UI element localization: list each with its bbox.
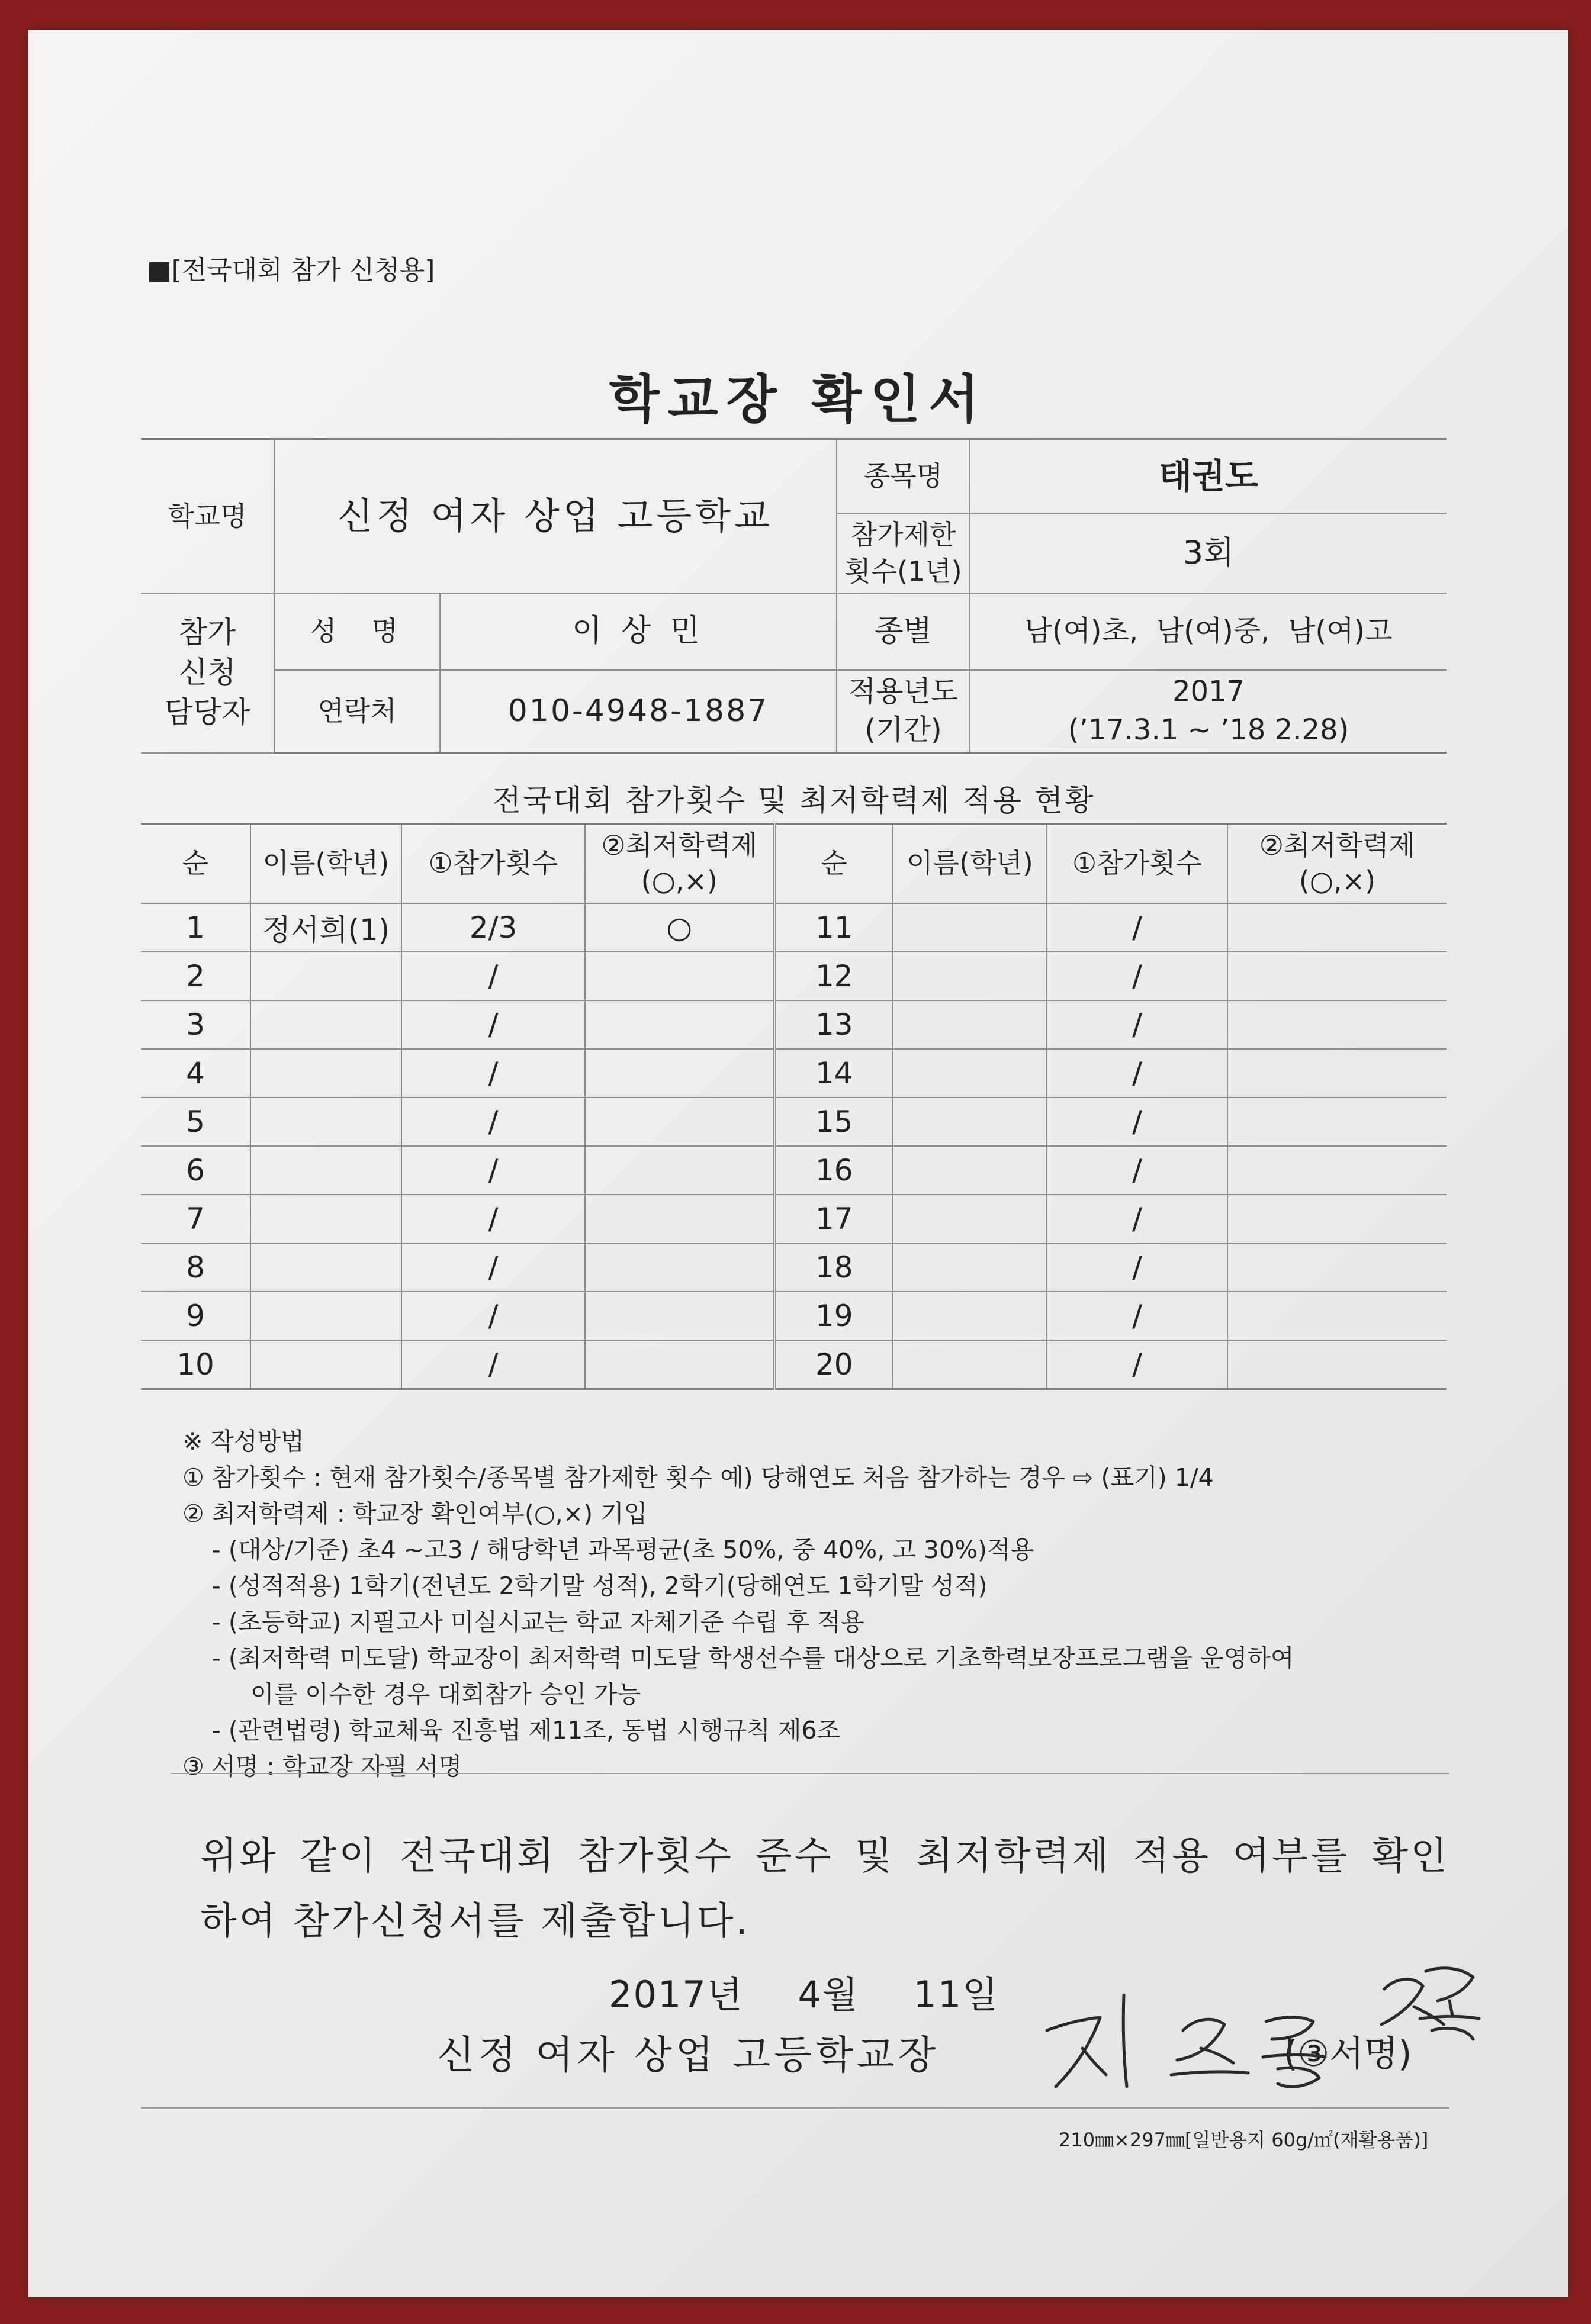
info-table xyxy=(141,438,1447,754)
participant-name xyxy=(250,952,401,1000)
participant-name xyxy=(893,1146,1047,1195)
row-number: 12 xyxy=(774,952,893,1000)
participation-table xyxy=(141,823,1447,1390)
participation-count: 2/3 xyxy=(401,903,585,952)
row-number: 2 xyxy=(141,952,250,1000)
min-grade-check xyxy=(585,952,774,1000)
min-grade-check xyxy=(585,1195,774,1243)
column-header: ②최저학력제 (○,×) xyxy=(585,824,774,904)
participation-count: / xyxy=(401,1195,585,1243)
min-grade-check xyxy=(1227,1243,1447,1292)
table-row xyxy=(141,1097,1447,1146)
event-value: 태권도 xyxy=(970,439,1447,513)
note-2d: - (최저학력 미도달) 학교장이 최저학력 미도달 학생선수를 대상으로 기초학력보장프로그램을 운영하여 xyxy=(212,1644,1294,1672)
column-header: 이름(학년) xyxy=(893,824,1047,904)
participation-count: / xyxy=(1047,952,1227,1000)
min-grade-check xyxy=(1227,1049,1447,1097)
participant-name xyxy=(893,1195,1047,1243)
row-number: 5 xyxy=(141,1097,250,1146)
participation-count: / xyxy=(1047,1243,1227,1292)
row-number: 3 xyxy=(141,1000,250,1049)
participant-name xyxy=(250,1243,401,1292)
participant-name xyxy=(250,1195,401,1243)
min-grade-check xyxy=(1227,952,1447,1000)
note-3: ③ 서명 : 학교장 자필 서명 xyxy=(182,1752,462,1781)
participation-count: / xyxy=(401,1243,585,1292)
participant-name xyxy=(893,1097,1047,1146)
participation-count: / xyxy=(1047,1195,1227,1243)
participant-name xyxy=(893,1243,1047,1292)
participation-count: / xyxy=(401,1097,585,1146)
table-row xyxy=(141,1146,1447,1195)
note-2c: - (초등학교) 지필고사 미실시교는 학교 자체기준 수립 후 적용 xyxy=(212,1608,864,1636)
footer-divider xyxy=(141,2107,1449,2109)
year-label-line1: 적용년도 xyxy=(848,675,959,709)
document-page xyxy=(28,30,1568,2297)
row-number: 11 xyxy=(774,903,893,952)
row-number: 4 xyxy=(141,1049,250,1097)
min-grade-check xyxy=(585,1000,774,1049)
min-grade-check: ○ xyxy=(585,903,774,952)
participant-name xyxy=(250,1292,401,1340)
handwritten-signature xyxy=(1035,1959,1485,2101)
manager-label-line1: 참가 xyxy=(178,615,236,650)
row-number: 14 xyxy=(774,1049,893,1097)
column-header: ②최저학력제 (○,×) xyxy=(1227,824,1447,904)
name-value: 이 상 민 xyxy=(440,593,837,670)
min-grade-check xyxy=(585,1243,774,1292)
table-row xyxy=(141,1000,1447,1049)
participant-name xyxy=(250,1340,401,1389)
participation-count: / xyxy=(401,1049,585,1097)
manager-label-line2: 신청 xyxy=(178,655,236,690)
row-number: 10 xyxy=(141,1340,250,1389)
form-tag: ■[전국대회 참가 신청용] xyxy=(147,255,435,285)
row-number: 16 xyxy=(774,1146,893,1195)
date xyxy=(609,1965,1040,2018)
participant-name xyxy=(250,1146,401,1195)
participation-count: / xyxy=(1047,1340,1227,1389)
year-label xyxy=(837,670,970,753)
event-label: 종목명 xyxy=(837,439,970,513)
min-grade-check xyxy=(1227,903,1447,952)
participation-count: / xyxy=(401,1340,585,1389)
participant-name: 정서희(1) xyxy=(250,903,401,952)
manager-label xyxy=(141,593,274,753)
note-1: ① 참가횟수 : 현재 참가횟수/종목별 참가제한 횟수 예) 당해연도 처음 참가하는 경우 ⇨ (표기) 1/4 xyxy=(182,1463,1214,1492)
year-value-line1: 2017 xyxy=(1172,675,1245,709)
paper-spec: 210㎜×297㎜[일반용지 60g/㎡(재활용품)] xyxy=(1059,2129,1429,2151)
year-value-line2: (’17.3.1 ~ ’18 2.28) xyxy=(1068,713,1349,747)
participant-name xyxy=(893,1000,1047,1049)
table-row xyxy=(141,1340,1447,1389)
participant-name xyxy=(250,1049,401,1097)
participant-name xyxy=(893,1292,1047,1340)
column-header: 순 xyxy=(141,824,250,904)
participation-count: / xyxy=(1047,1292,1227,1340)
participation-count: / xyxy=(1047,1097,1227,1146)
min-grade-check xyxy=(1227,1195,1447,1243)
row-number: 8 xyxy=(141,1243,250,1292)
table-row xyxy=(141,952,1447,1000)
limit-label-line2: 횟수(1년) xyxy=(844,555,962,587)
table-row xyxy=(141,1049,1447,1097)
participant-name xyxy=(893,903,1047,952)
min-grade-check xyxy=(1227,1340,1447,1389)
participation-count: / xyxy=(401,1146,585,1195)
category-label: 종별 xyxy=(837,593,970,670)
table-header-row xyxy=(141,824,1447,904)
notes-heading: ※ 작성방법 xyxy=(182,1427,304,1456)
principal-title: 신정 여자 상업 고등학교장 xyxy=(437,2032,940,2078)
note-2: ② 최저학력제 : 학교장 확인여부(○,×) 기입 xyxy=(182,1499,648,1528)
contact-value: 010-4948-1887 xyxy=(440,670,837,753)
contact-label: 연락처 xyxy=(274,670,440,753)
row-number: 15 xyxy=(774,1097,893,1146)
column-header: ①참가횟수 xyxy=(1047,824,1227,904)
min-grade-check xyxy=(585,1097,774,1146)
min-grade-check xyxy=(585,1049,774,1097)
limit-value: 3회 xyxy=(970,513,1447,593)
row-number: 1 xyxy=(141,903,250,952)
row-number: 6 xyxy=(141,1146,250,1195)
participant-name xyxy=(893,1340,1047,1389)
row-number: 20 xyxy=(774,1340,893,1389)
year-value xyxy=(970,670,1447,753)
divider xyxy=(171,1773,1449,1774)
instructions xyxy=(182,1424,1449,1785)
participant-name xyxy=(893,952,1047,1000)
min-grade-check xyxy=(1227,1097,1447,1146)
category-value: 남(여)초, 남(여)중, 남(여)고 xyxy=(970,593,1447,670)
page-title: 학교장 확인서 xyxy=(609,369,988,430)
name-label: 성 명 xyxy=(274,593,440,670)
participation-count: / xyxy=(401,952,585,1000)
date-day: 11일 xyxy=(913,1973,999,2016)
participation-count: / xyxy=(1047,1049,1227,1097)
section-title: 전국대회 참가횟수 및 최저학력제 적용 현황 xyxy=(492,783,1095,817)
min-grade-check xyxy=(1227,1000,1447,1049)
participation-count: / xyxy=(401,1000,585,1049)
row-number: 13 xyxy=(774,1000,893,1049)
date-year: 2017년 xyxy=(609,1973,744,2016)
school-label: 학교명 xyxy=(141,439,274,593)
school-name: 신정 여자 상업 고등학교 xyxy=(274,439,837,593)
row-number: 19 xyxy=(774,1292,893,1340)
table-row xyxy=(141,1195,1447,1243)
note-2b: - (성적적용) 1학기(전년도 2학기말 성적), 2학기(당해연도 1학기말 성적) xyxy=(212,1572,988,1600)
table-row xyxy=(141,1243,1447,1292)
min-grade-check xyxy=(585,1146,774,1195)
year-label-line2: (기간) xyxy=(864,713,942,747)
table-row xyxy=(141,1292,1447,1340)
participation-count: / xyxy=(401,1292,585,1340)
min-grade-check xyxy=(1227,1292,1447,1340)
column-header: ①참가횟수 xyxy=(401,824,585,904)
row-number: 9 xyxy=(141,1292,250,1340)
note-2a: - (대상/기준) 초4 ~고3 / 해당학년 과목평균(초 50%, 중 40%, 고 30%)적용 xyxy=(212,1536,1034,1564)
note-2e: - (관련법령) 학교체육 진흥법 제11조, 동법 시행규칙 제6조 xyxy=(212,1716,841,1744)
table-row xyxy=(141,903,1447,952)
participation-count: / xyxy=(1047,903,1227,952)
confirm-line-2: 하여 참가신청서를 제출합니다. xyxy=(200,1900,750,1943)
min-grade-check xyxy=(585,1340,774,1389)
limit-label-line1: 참가제한 xyxy=(850,518,956,551)
participant-name xyxy=(893,1049,1047,1097)
note-2d-cont: 이를 이수한 경우 대회참가 승인 가능 xyxy=(250,1680,641,1708)
row-number: 18 xyxy=(774,1243,893,1292)
participation-count: / xyxy=(1047,1146,1227,1195)
min-grade-check xyxy=(585,1292,774,1340)
date-month: 4월 xyxy=(798,1973,859,2016)
signature-label: (③서명) xyxy=(1284,2033,1412,2075)
min-grade-check xyxy=(1227,1146,1447,1195)
manager-label-line3: 담당자 xyxy=(164,695,250,730)
column-header: 순 xyxy=(774,824,893,904)
participation-count: / xyxy=(1047,1000,1227,1049)
limit-label xyxy=(837,513,970,593)
participant-name xyxy=(250,1097,401,1146)
participant-name xyxy=(250,1000,401,1049)
row-number: 17 xyxy=(774,1195,893,1243)
column-header: 이름(학년) xyxy=(250,824,401,904)
row-number: 7 xyxy=(141,1195,250,1243)
confirm-line-1: 위와 같이 전국대회 참가횟수 준수 및 최저학력제 적용 여부를 확인 xyxy=(200,1834,1449,1878)
